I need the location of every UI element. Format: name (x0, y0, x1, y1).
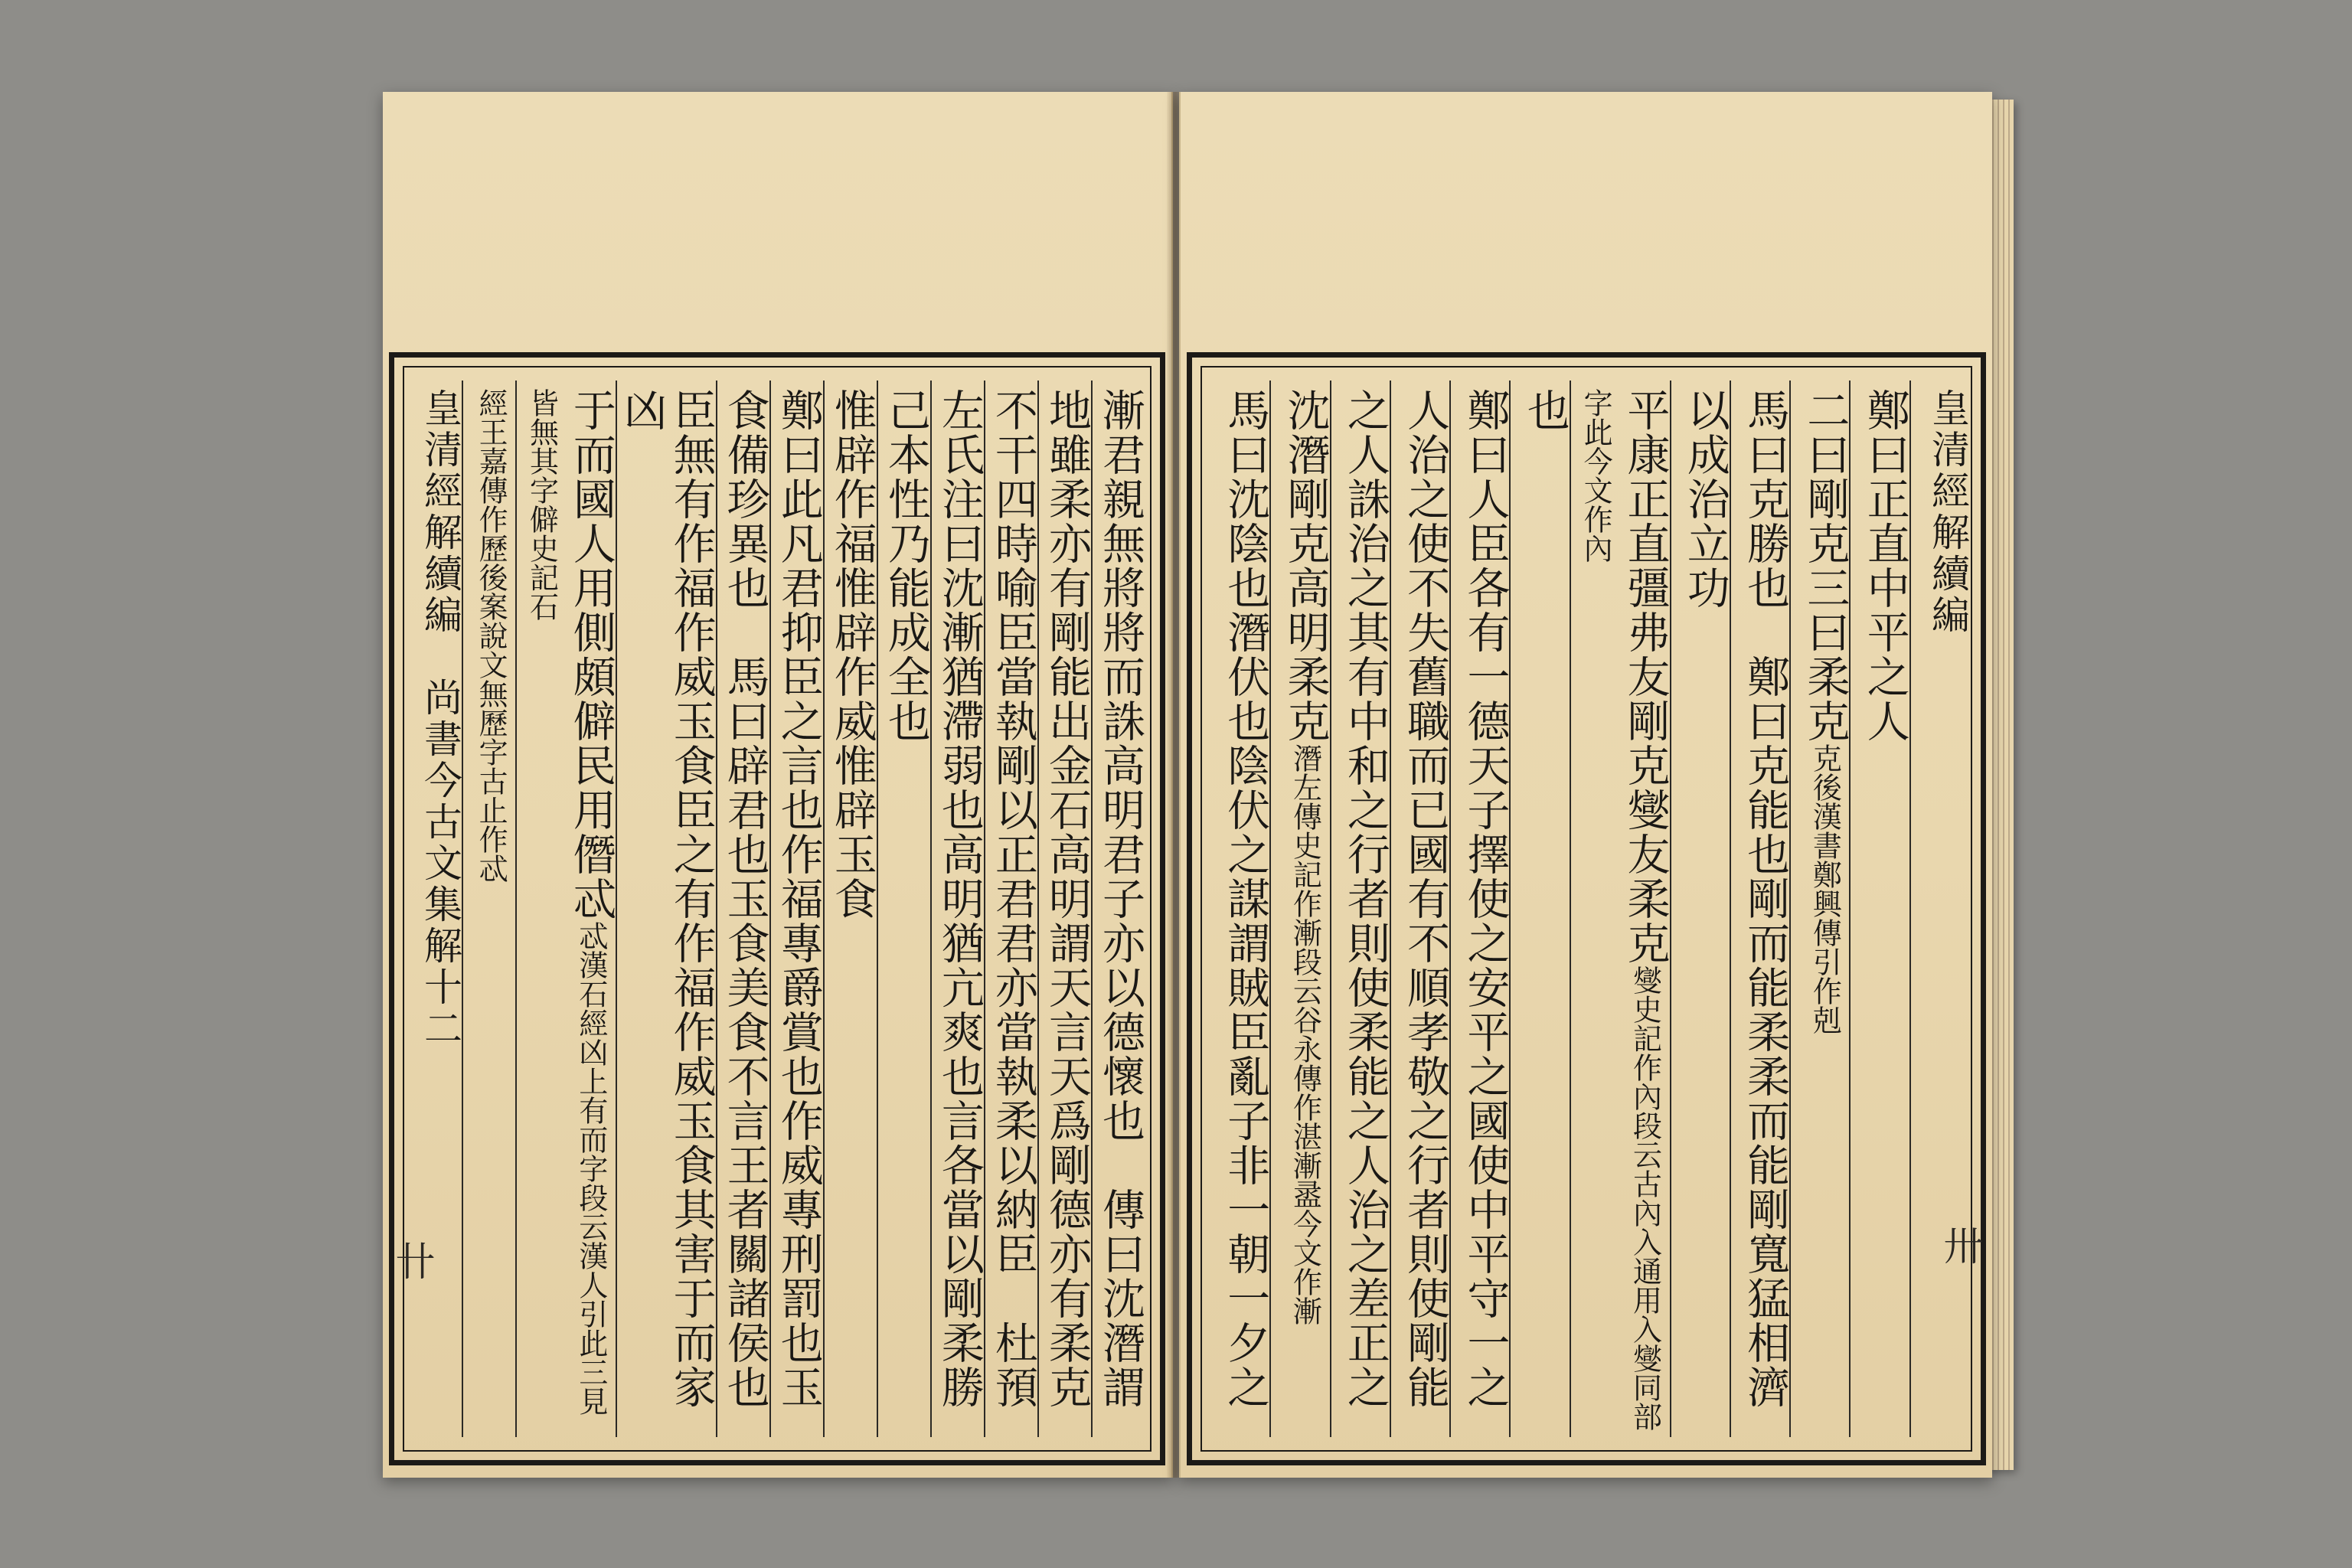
book-title: 皇清經解續編 尚書今古文集解十二 (418, 388, 463, 1050)
column-text: 己本性乃能成全也 (880, 388, 931, 743)
column-text: 于而國人用側頗僻民用僭忒 (566, 388, 616, 921)
right-text-frame (1187, 352, 1986, 1465)
column-text: 馬曰克勝也 鄭曰克能也剛而能柔柔而能剛寬猛相濟 (1740, 388, 1791, 1410)
column-text: 平康正直彊弗友剛克燮友柔克 (1620, 388, 1671, 965)
text-column (1570, 381, 1670, 1437)
column-text: 不干四時喻臣當執剛以正君君亦當執柔以納臣 杜預 (988, 388, 1038, 1410)
commentary-note: 經王嘉傳作歷後案說文無歷字古止作忒 (474, 388, 508, 883)
column-text: 左氏注曰沈漸猶滯弱也高明猶亢爽也言各當以剛柔勝 (934, 388, 985, 1410)
column-text: 馬曰沈陰也潛伏也陰伏之謀謂賊臣亂子非一朝一夕之 (1220, 388, 1271, 1410)
column-text: 之人誅治之其有中和之行者則使柔能之人治之差正之 (1340, 388, 1390, 1410)
text-column (1211, 381, 1269, 1437)
column-text: 地雖柔亦有剛能出金石高明謂天言天爲剛德亦有柔克 (1041, 388, 1092, 1410)
commentary-note: 燮史記作內段云古內入通用入燮同部字此今文作內 (1579, 388, 1662, 1431)
text-column (1330, 381, 1390, 1437)
column-text: 也 (1520, 388, 1570, 433)
text-column (769, 381, 823, 1437)
column-text: 鄭曰此凡君抑臣之言也作福專爵賞也作威專刑罰也玉 (773, 388, 824, 1410)
text-column (823, 381, 877, 1437)
folio-mark: 卄 (388, 1240, 434, 1280)
page-header-column (1909, 381, 1969, 1437)
commentary-note: 忒漢石經凶上有而字段云漢人引此三見皆無其字僻史記石 (524, 388, 608, 1416)
folio-mark: 卅 (1936, 1225, 1982, 1265)
text-column (1789, 381, 1849, 1437)
column-text: 惟辟作福惟辟作威惟辟玉食 (827, 388, 877, 921)
column-text: 漸君親無將將而誅高明君子亦以德懷也 傳曰沈潛謂 (1096, 388, 1145, 1410)
text-column (1670, 381, 1730, 1437)
open-book (383, 92, 2021, 1478)
column-text: 人治之使不失舊職而已國有不順孝敬之行者則使剛能 (1400, 388, 1451, 1410)
text-column (462, 381, 515, 1437)
column-text: 食備珍異也 馬曰辟君也玉食美食不言王者關諸侯也 (720, 388, 770, 1410)
column-text: 二曰剛克三曰柔克 (1800, 388, 1851, 743)
left-page (383, 92, 1173, 1478)
column-text: 鄭曰正直中平之人 (1860, 388, 1910, 743)
column-text: 沈潛剛克高明柔克 (1280, 388, 1331, 743)
right-columns (1211, 381, 1969, 1437)
text-column (1091, 381, 1145, 1437)
text-column (930, 381, 984, 1437)
column-text: 鄭曰人臣各有一德天子擇使之安平之國使中平守一之 (1460, 388, 1511, 1410)
book-title: 皇清經解續編 (1926, 388, 1970, 636)
text-column (984, 381, 1037, 1437)
column-text: 以成治立功 (1680, 388, 1730, 610)
commentary-note: 克後漢書鄭興傳引作剋 (1808, 743, 1842, 1034)
commentary-note: 潛左傳史記作漸段云谷永傳作湛漸盝今文作漸 (1288, 743, 1322, 1325)
right-page (1179, 92, 1992, 1478)
text-column (1509, 381, 1569, 1437)
text-column (616, 381, 716, 1437)
text-column (515, 381, 616, 1437)
text-column (1037, 381, 1091, 1437)
left-columns (410, 381, 1145, 1437)
column-text: 臣無有作福作威玉食臣之有作福作威玉食其害于而家凶 (617, 388, 717, 1410)
text-column (1849, 381, 1909, 1437)
text-column (1390, 381, 1449, 1437)
text-column (1269, 381, 1329, 1437)
text-column (716, 381, 769, 1437)
text-column (877, 381, 930, 1437)
text-column (1449, 381, 1509, 1437)
text-column (1730, 381, 1789, 1437)
left-text-frame (389, 352, 1165, 1465)
